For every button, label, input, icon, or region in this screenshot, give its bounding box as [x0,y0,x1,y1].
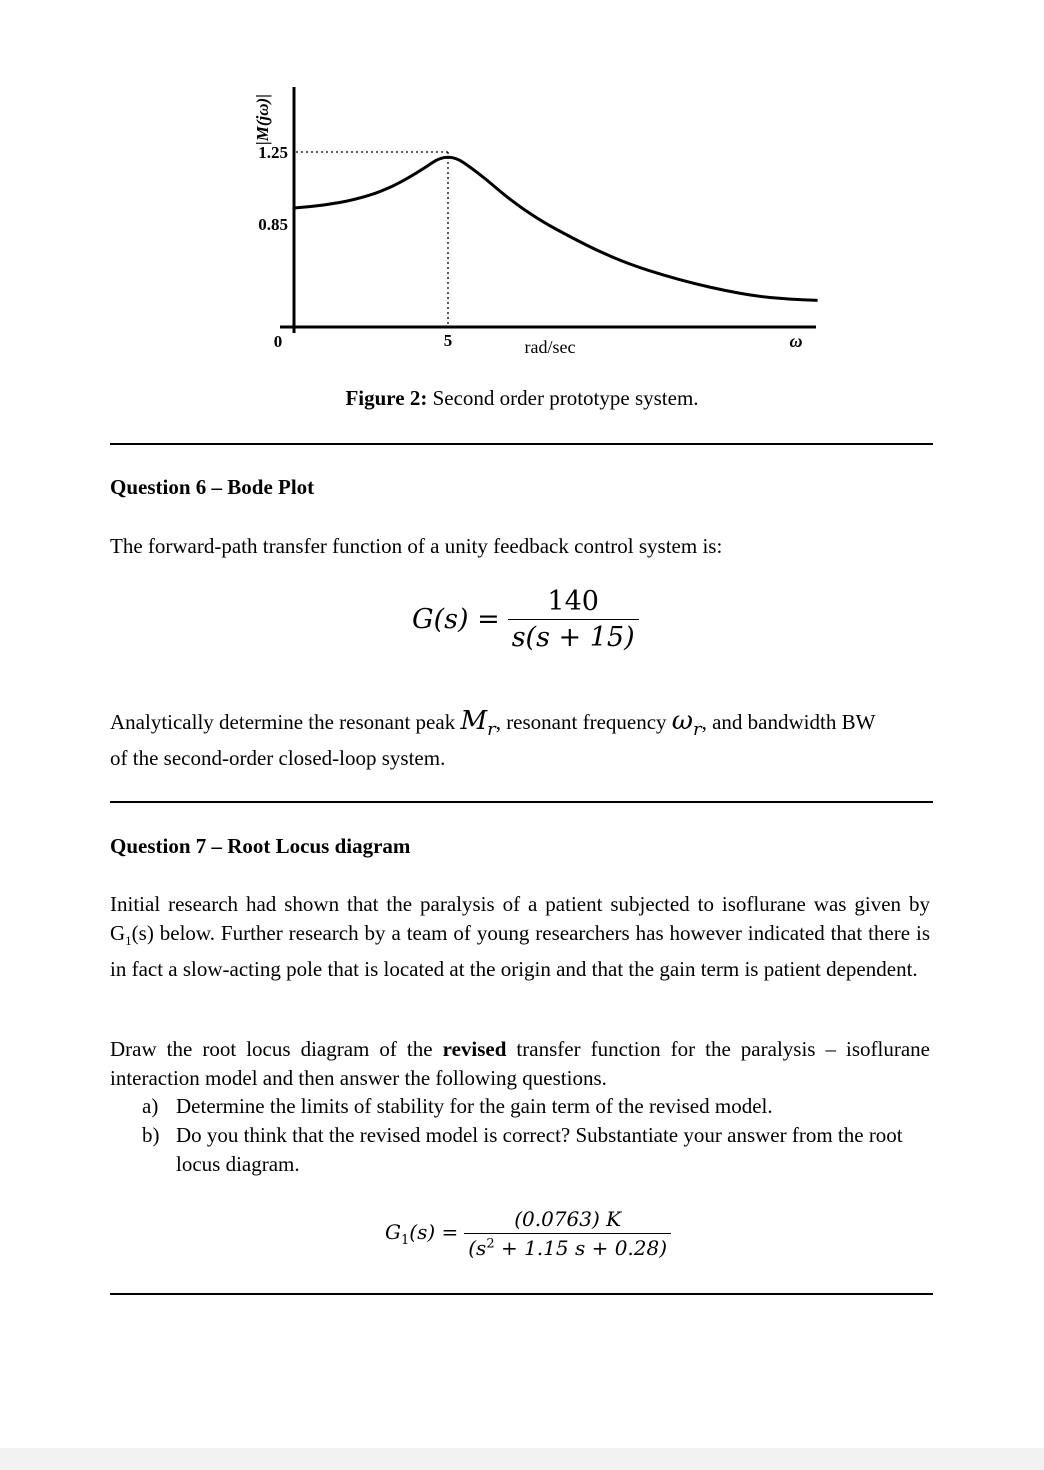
x-unit-label: rad/sec [524,337,576,357]
resonance-figure [230,55,830,365]
equation-g-lhs: G(s) = [412,604,500,635]
x-tick-label: 5 [443,331,453,350]
divider [110,443,933,445]
body-text: , resonant frequency [495,710,672,734]
caption-text: Second order prototype system. [427,386,699,410]
equation-g1-denominator: ($s^2 + 1.15$ s + 0.28) [464,1233,671,1260]
body-text: , and bandwidth BW [701,710,876,734]
y-tick-label: 1.25 [258,143,288,162]
equation-g [412,586,639,653]
equation-g-denominator: s(s + 15) [508,619,639,653]
question-7-title: Question 7 – Root Locus diagram [110,834,411,858]
question-6-intro: The forward-path transfer function of a unity feedback control system is: [110,534,723,558]
question-7-paragraph-2: Draw the root locus diagram of the revised transfer function for the paralysis – isoflurane interaction model and then answer the following questions. [110,1037,930,1090]
resonant-peak-symbol: $M_r$ [460,706,496,741]
question-6-title: Question 6 – Bode Plot [110,475,315,499]
y-axis-label: |M(jω)| [253,94,272,145]
x-tick-label: 0 [273,332,283,351]
page-bottom-band [0,1448,1044,1470]
question-7-paragraph-1: Initial research had shown that the paralysis of a patient subjected to isoflurane was given by $G_1(s)$ below. Further research by a team of young researchers has however indicated that there is in fact a slow-acting pole that is located at the origin and that the gain term is patient dependent. [110,892,930,982]
list-item: b) Do you think that the revised model is correct? Substantiate your answer from the root locus diagram. [142,1123,903,1176]
equation-g1 [385,1207,671,1260]
resonant-frequency-symbol: $\omega_r$ [671,706,702,741]
y-tick-label: 0.85 [258,215,288,234]
equation-g1-fraction [464,1207,671,1260]
figure-caption [0,386,1044,411]
caption-label: Figure 2: [345,386,428,410]
body-text: Analytically determine the resonant peak [110,710,461,734]
body-text: of the second-order closed-loop system. [110,746,446,771]
question-6-body [110,707,930,773]
x-axis-symbol: ω [789,331,803,351]
magnitude-curve [294,157,818,300]
list-item: a) Determine the limits of stability for the gain term of the revised model. [142,1094,773,1118]
divider [110,1293,933,1295]
equation-g-fraction [508,586,639,653]
equation-g-numerator: 140 [547,586,599,617]
divider [110,801,933,803]
question-7-list [142,1092,932,1179]
equation-g1-lhs: $G_1(s)$ = [385,1219,459,1248]
equation-g1-numerator: (0.0763) K [514,1207,622,1231]
